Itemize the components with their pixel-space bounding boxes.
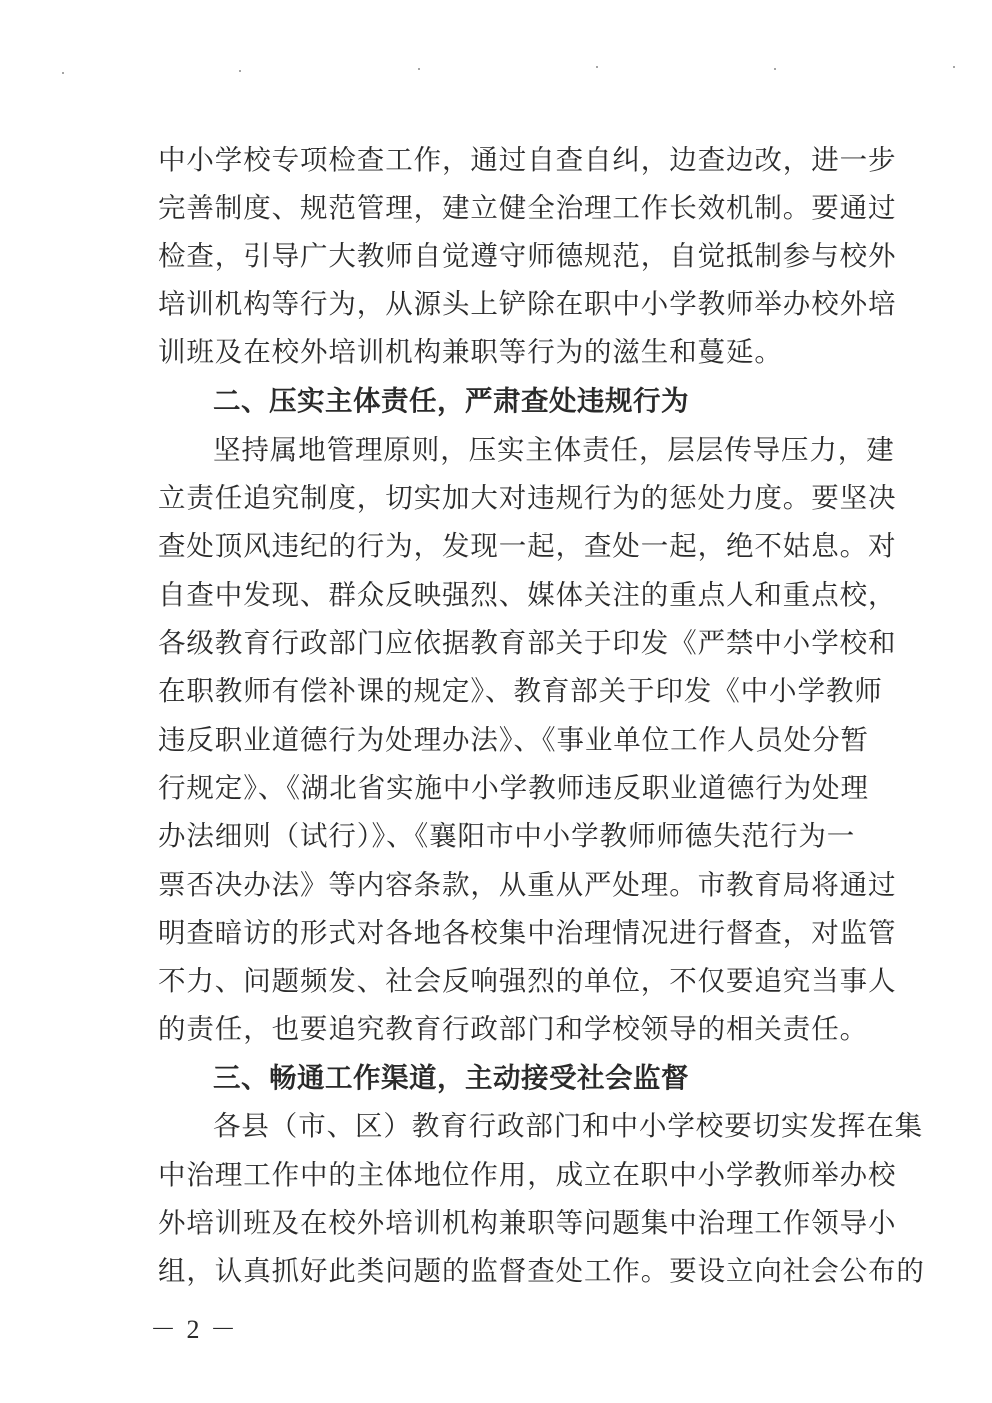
body-line: 中治理工作中的主体地位作用，成立在职中小学教师举办校 bbox=[158, 1159, 897, 1191]
body-line: 自查中发现、群众反映强烈、媒体关注的重点人和重点校， bbox=[158, 579, 897, 611]
body-line: 的责任，也要追究教育行政部门和学校领导的相关责任。 bbox=[158, 1013, 868, 1045]
body-line: 查处顶风违纪的行为，发现一起，查处一起，绝不姑息。对 bbox=[158, 530, 897, 562]
section-heading: 二、压实主体责任，严肃查处违规行为 bbox=[213, 385, 689, 417]
scan-speck bbox=[774, 68, 776, 70]
body-line: 票否决办法》等内容条款，从重从严处理。市教育局将通过 bbox=[158, 869, 897, 901]
scan-speck bbox=[596, 66, 598, 68]
body-line: 立责任追究制度，切实加大对违规行为的惩处力度。要坚决 bbox=[158, 482, 897, 514]
body-line: 坚持属地管理原则，压实主体责任，层层传导压力，建 bbox=[213, 434, 895, 466]
scan-speck bbox=[239, 70, 241, 72]
scan-speck bbox=[418, 68, 420, 70]
body-line: 外培训班及在校外培训机构兼职等问题集中治理工作领导小 bbox=[158, 1207, 897, 1239]
page-number: － 2 － bbox=[150, 1315, 239, 1344]
body-line: 各县（市、区）教育行政部门和中小学校要切实发挥在集 bbox=[213, 1110, 923, 1142]
body-line: 培训机构等行为，从源头上铲除在职中小学教师举办校外培 bbox=[158, 288, 897, 320]
body-line: 办法细则（试行）》、《襄阳市中小学教师师德失范行为一 bbox=[158, 820, 856, 852]
body-line: 不力、问题频发、社会反响强烈的单位，不仅要追究当事人 bbox=[158, 965, 897, 997]
body-line: 训班及在校外培训机构兼职等行为的滋生和蔓延。 bbox=[158, 336, 783, 368]
body-line: 在职教师有偿补课的规定》、教育部关于印发《中小学教师 bbox=[158, 675, 883, 707]
section-heading: 三、畅通工作渠道，主动接受社会监督 bbox=[213, 1062, 689, 1094]
body-line: 组，认真抓好此类问题的监督查处工作。要设立向社会公布的 bbox=[158, 1255, 925, 1287]
body-line: 各级教育行政部门应依据教育部关于印发《严禁中小学校和 bbox=[158, 627, 897, 659]
body-line: 明查暗访的形式对各地各校集中治理情况进行督查，对监管 bbox=[158, 917, 897, 949]
scan-speck bbox=[62, 72, 64, 74]
body-line: 违反职业道德行为处理办法》、《事业单位工作人员处分暂 bbox=[158, 724, 869, 756]
body-line: 行规定》、《湖北省实施中小学教师违反职业道德行为处理 bbox=[158, 772, 869, 804]
scan-speck bbox=[953, 66, 955, 68]
body-line: 完善制度、规范管理，建立健全治理工作长效机制。要通过 bbox=[158, 192, 897, 224]
body-line: 检查，引导广大教师自觉遵守师德规范，自觉抵制参与校外 bbox=[158, 240, 897, 272]
body-line: 中小学校专项检查工作，通过自查自纠，边查边改，进一步 bbox=[158, 144, 897, 176]
